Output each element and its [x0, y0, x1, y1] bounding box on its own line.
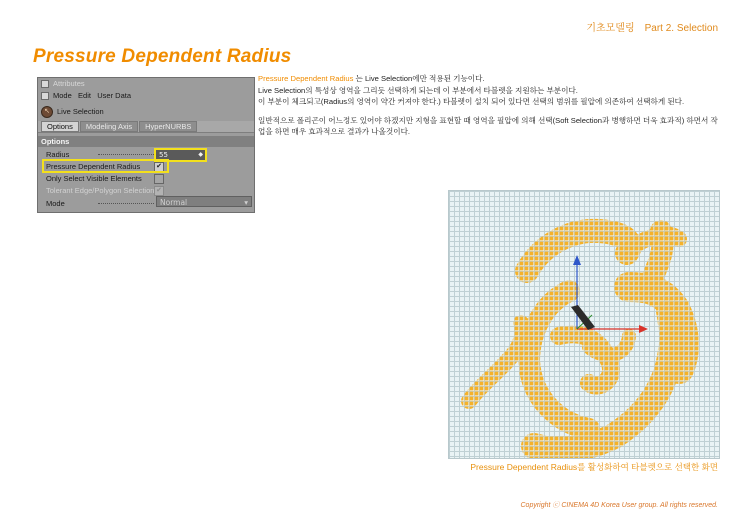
body-text — [258, 73, 723, 145]
tolerant-row — [38, 185, 254, 196]
copyright: Copyright ⓒ CINEMA 4D Korea User group. All rights reserved. — [520, 502, 718, 509]
selection-drawing — [449, 191, 719, 458]
tab-hypernurbs[interactable]: HyperNURBS — [139, 121, 197, 132]
panel-title: Attributes — [53, 79, 85, 88]
header-section: 기초모델링 — [586, 23, 635, 34]
tool-row — [38, 105, 254, 118]
options-header: Options — [38, 136, 254, 147]
pdr-highlight-box — [42, 159, 169, 173]
checkmark-icon: ✔ — [156, 187, 162, 194]
tab-bar — [38, 121, 254, 133]
checkmark-icon: ✔ — [156, 163, 162, 170]
cursor-icon: ↖ — [41, 106, 53, 118]
mode-select[interactable] — [156, 196, 252, 207]
leader-dots — [98, 154, 154, 155]
tab-modeling-axis[interactable]: Modeling Axis — [80, 121, 138, 132]
tolerant-label: Tolerant Edge/Polygon Selection — [46, 186, 155, 195]
header-part: Part 2. Selection — [644, 23, 718, 34]
paragraph-1-line-3: 이 부분이 체크되고(Radius의 영역이 약간 커져야 한다.) 타블렛이 설치 되어 있다면 선택의 범위를 필압에 의존하여 선택하게 된다. — [258, 97, 685, 107]
panel-title-bar — [38, 78, 254, 89]
paragraph-2: 일반적으로 폴리곤이 어느정도 있어야 하겠지만 지형을 표현할 때 영역을 필압에 의해 선택(Soft Selection과 병행하면 더욱 효과적) 하면서 작업을 하면 매우 효과적으로 결과가 나올것이다. — [258, 115, 718, 137]
page-title: Pressure Dependent Radius — [33, 46, 292, 67]
stepper-arrows-icon[interactable]: ◆ — [198, 151, 203, 158]
pdr-highlight-text: Pressure Dependent Radius — [258, 74, 354, 83]
square-icon — [41, 92, 49, 100]
only-visible-row — [38, 173, 254, 184]
menu-mode[interactable]: Mode — [53, 91, 72, 100]
tab-options[interactable]: Options — [41, 121, 79, 132]
only-visible-checkbox[interactable] — [154, 174, 164, 184]
chevron-down-icon: ▾ — [244, 198, 248, 207]
mode-value: Normal — [160, 198, 188, 207]
panel-menu-bar — [38, 90, 254, 101]
menu-user-data[interactable]: User Data — [97, 91, 131, 100]
page-header — [586, 19, 718, 34]
square-icon — [41, 80, 49, 88]
paragraph-1-intro: 는 Live Selection에만 적용된 기능이다. — [353, 74, 485, 83]
pdr-label: Pressure Dependent Radius — [46, 162, 141, 171]
mode-label: Mode — [46, 199, 65, 208]
menu-edit[interactable]: Edit — [78, 91, 91, 100]
tolerant-checkbox[interactable] — [154, 186, 164, 196]
paragraph-1 — [258, 73, 723, 108]
viewport[interactable] — [448, 190, 720, 459]
figure-caption: Pressure Dependent Radius를 활성화하여 타블렛으로 선택한 화면 — [470, 462, 718, 472]
only-visible-label: Only Select Visible Elements — [46, 174, 142, 183]
radius-label: Radius — [46, 150, 70, 159]
leader-dots — [98, 203, 154, 204]
attributes-panel — [37, 77, 255, 213]
radius-value: 55 — [159, 151, 168, 159]
paragraph-1-line-2: Live Selection의 특성상 영역을 그리듯 선택하게 되는데 이 부분에서 타블렛을 지원하는 부분이다. — [258, 85, 578, 95]
tool-name: Live Selection — [57, 107, 104, 116]
